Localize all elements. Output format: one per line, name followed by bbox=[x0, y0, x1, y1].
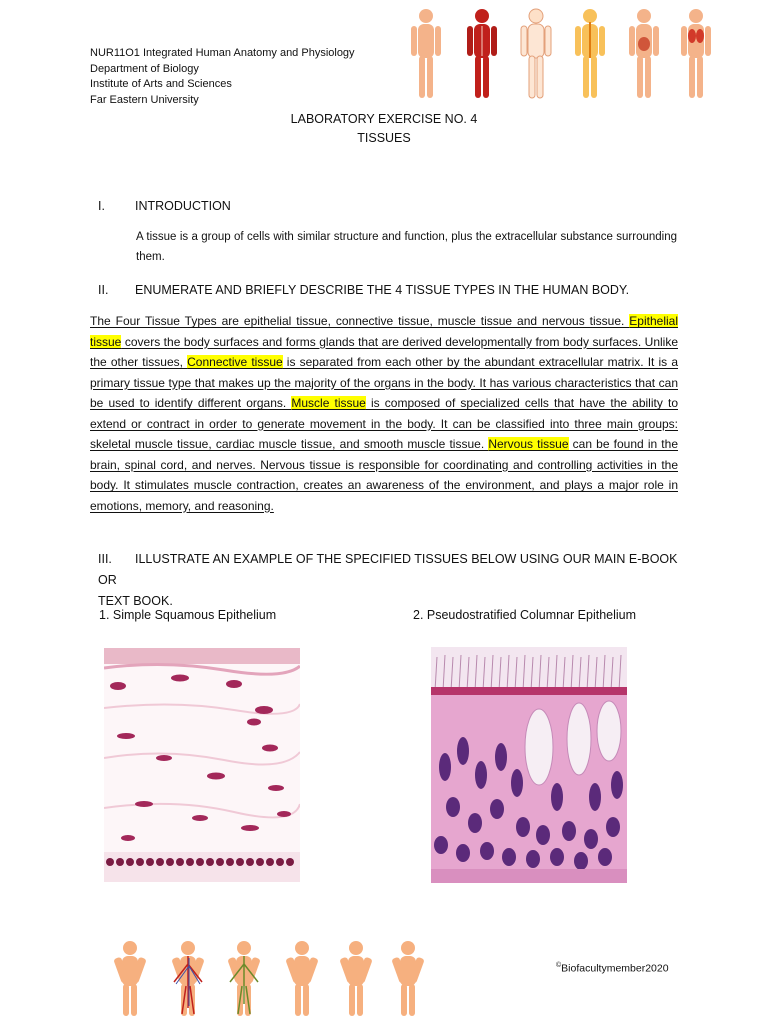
highlight-epithelial-tissue: Epithelial tissue bbox=[90, 314, 678, 349]
section-1-number: I. bbox=[98, 199, 105, 213]
human-figure-nervous-icon bbox=[575, 9, 605, 98]
human-figure-reproductive-icon bbox=[391, 941, 425, 1016]
section-3-heading bbox=[98, 549, 688, 612]
human-figure-lymph-green-icon bbox=[227, 941, 261, 1016]
highlight-nervous-tissue: Nervous tissue bbox=[488, 437, 569, 451]
highlight-muscle-tissue: Muscle tissue bbox=[291, 396, 366, 410]
copyright-footer bbox=[556, 962, 669, 975]
copyright-text: Biofacultymember2020 bbox=[561, 962, 669, 975]
section-1-heading bbox=[98, 199, 231, 213]
body-systems-figures-top bbox=[400, 4, 720, 104]
paragraph-muscle: is composed of specialized cells that have the ability to extend or contract in order to generate movement in the body. It can be classified into three main groups: skeletal muscle tissue, cardiac muscle tissue, and smooth muscle tissue. bbox=[90, 396, 678, 451]
paragraph-epithelial: covers the body surfaces and forms glands that are derived developmentally from body surfaces. Unlike the other tissues, bbox=[90, 334, 678, 369]
course-header bbox=[90, 46, 355, 108]
copyright-icon: © bbox=[556, 962, 562, 969]
human-figure-respiratory-icon bbox=[681, 9, 711, 98]
section-1-title: INTRODUCTION bbox=[135, 199, 231, 213]
university: Far Eastern University bbox=[90, 93, 199, 106]
human-figure-circulatory-icon bbox=[171, 941, 205, 1016]
section-2-number: II. bbox=[98, 283, 109, 297]
course-name: NUR11O1 Integrated Human Anatomy and Physiology bbox=[90, 47, 355, 59]
human-figure-endocrine-icon bbox=[339, 941, 373, 1016]
section-3-title-line1: ILLUSTRATE AN EXAMPLE OF THE SPECIFIED TISSUES BELOW USING OUR MAIN E-BOOK OR bbox=[98, 552, 678, 587]
human-figure-lymphatic-icon bbox=[113, 941, 147, 1016]
section-3-title-line2: TEXT BOOK. bbox=[98, 594, 173, 608]
human-figure-skeleton-icon bbox=[521, 9, 551, 98]
caption-simple-squamous: 1. Simple Squamous Epithelium bbox=[99, 608, 277, 622]
paragraph-nervous: can be found in the brain, spinal cord, and nerves. Nervous tissue is responsible for coordinating and controlling activities in the body. It stimulates muscle contraction, creates an awareness of the environment, and plays a major role in emotions, memory, and reasoning. bbox=[90, 437, 678, 513]
institute: Institute of Arts and Sciences bbox=[90, 78, 232, 90]
paragraph-connective: is separated from each other by the abundant extracellular matrix. It is a primary tissue type that makes up the majority of the organs in the body. It has various characteristics that can be used to identify different organs. bbox=[90, 355, 679, 410]
human-figure-skin-icon bbox=[411, 9, 441, 98]
caption-pseudostratified: 2. Pseudostratified Columnar Epithelium bbox=[413, 608, 637, 622]
introduction-text: A tissue is a group of cells with similar structure and function, plus the extracellular substance surrounding them. bbox=[136, 231, 677, 263]
exercise-title: LABORATORY EXERCISE NO. 4 bbox=[290, 112, 478, 126]
tissue-types-paragraph bbox=[90, 311, 678, 516]
simple-squamous-micrograph bbox=[104, 648, 300, 882]
section-3-number: III. bbox=[98, 552, 112, 566]
department: Department of Biology bbox=[90, 62, 199, 75]
human-figure-muscle-icon bbox=[467, 9, 497, 98]
exercise-subtitle: TISSUES bbox=[357, 131, 411, 145]
section-2-title: ENUMERATE AND BRIEFLY DESCRIBE THE 4 TISSUE TYPES IN THE HUMAN BODY. bbox=[135, 283, 630, 297]
pseudostratified-micrograph bbox=[431, 647, 627, 883]
human-figure-urinary-icon bbox=[285, 941, 319, 1016]
highlight-connective-tissue: Connective tissue bbox=[187, 355, 283, 369]
section-2-heading bbox=[98, 283, 629, 297]
body-systems-figures-bottom bbox=[106, 936, 436, 1020]
human-figure-digestive-icon bbox=[629, 9, 659, 98]
paragraph-intro: The Four Tissue Types are epithelial tissue, connective tissue, muscle tissue and nervous tissue. bbox=[90, 314, 630, 328]
